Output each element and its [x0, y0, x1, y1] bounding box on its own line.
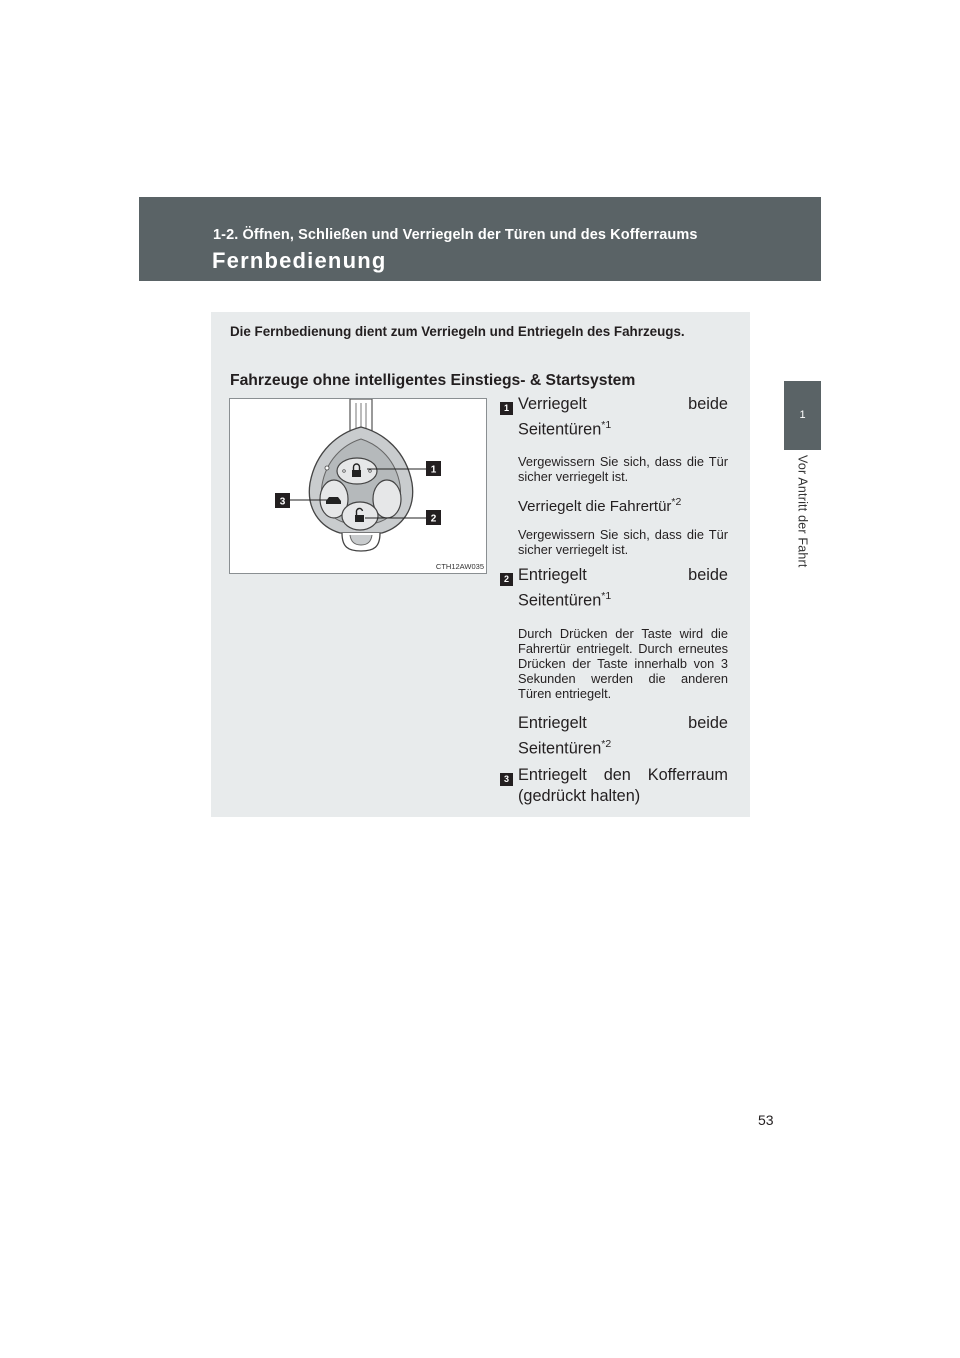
chapter-header: [139, 197, 821, 281]
callout-2-label: 2: [430, 513, 437, 525]
item-title: Entriegelt beide Seitentüren$^{*1}$: [518, 566, 728, 610]
item-title: Entriegelt beide Seitentüren$^{*2}$: [518, 713, 728, 758]
page-title: Fernbedienung: [212, 248, 387, 273]
page-number: 53: [758, 1112, 774, 1128]
remote-key-illustration: [230, 399, 486, 573]
item-title: Verriegelt die Fahrertür$^{*2}$: [518, 496, 682, 516]
subheading: Fahrzeuge ohne intelligentes Einstiegs- & Startsystem: [230, 372, 636, 389]
item-title: Entriegelt den Kofferraum (gedrückt halten): [518, 766, 728, 806]
chapter-tab[interactable]: [784, 381, 821, 450]
item-title: Verriegelt beide Seitentüren$^{*1}$: [518, 395, 728, 439]
item-3: [500, 765, 728, 807]
item-badge: 1: [500, 402, 513, 415]
figure-code: CTH12AW035: [435, 562, 484, 571]
remote-key-figure: [229, 398, 487, 574]
item-2: [500, 565, 728, 759]
callout-2: [426, 510, 441, 525]
content-box: [211, 312, 750, 817]
item-badge: 3: [500, 773, 513, 786]
callout-3: [275, 493, 290, 508]
item-1: [500, 394, 728, 557]
section-label: 1-2. Öffnen, Schließen und Verriegeln der Türen und des Kofferraums: [213, 227, 698, 243]
chapter-number: 1: [799, 409, 806, 421]
item-description: Durch Drücken der Taste wird die Fahrertür entriegelt. Durch erneutes Drücken der Taste innerhalb von 3 Sekunden werden die anderen Türen entriegelt.: [518, 625, 728, 701]
item-list: [500, 390, 728, 807]
callout-1-label: 1: [430, 464, 437, 476]
item-badge: 2: [500, 573, 513, 586]
callout-3-label: 3: [279, 496, 286, 508]
item-description: Vergewissern Sie sich, dass die Tür sicher verriegelt ist.: [518, 454, 728, 485]
chapter-title-vertical: Vor Antritt der Fahrt: [795, 455, 810, 568]
intro-text: Die Fernbedienung dient zum Verriegeln und Entriegeln des Fahrzeugs.: [230, 324, 685, 339]
item-description: Vergewissern Sie sich, dass die Tür sicher verriegelt ist.: [518, 527, 728, 558]
callout-1: [426, 461, 441, 476]
